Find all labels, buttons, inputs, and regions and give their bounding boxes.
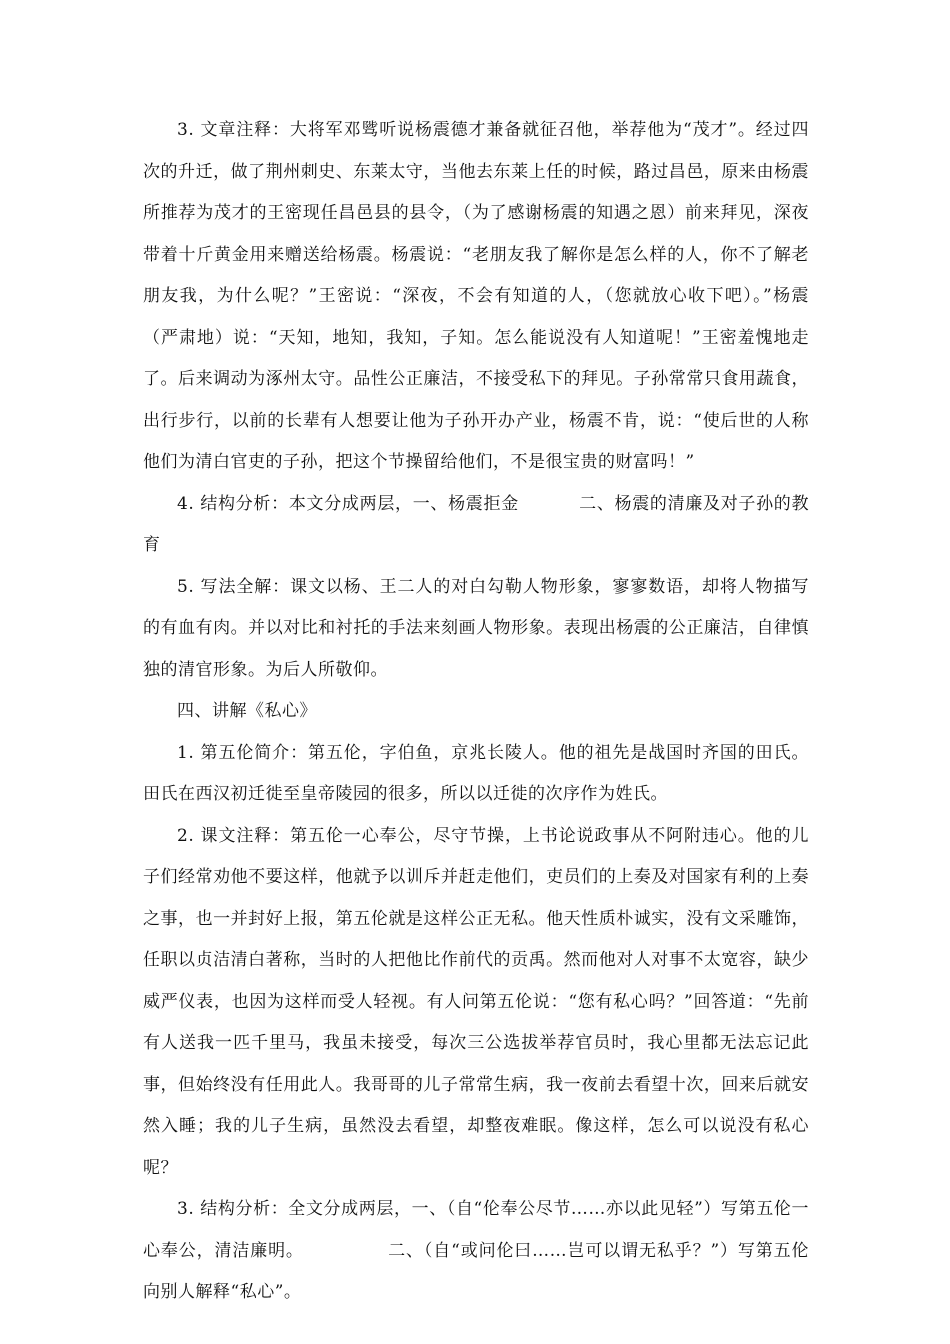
writing-analysis-text: 5. 写法全解：课文以杨、王二人的对白勾勒人物形象，寥寥数语，却将人物描写的有血有肉。并以对比和衬托的手法来刻画人物形象。表现出杨震的公正廉洁，自律慎独的清官形象。为后人所敬仰。	[143, 576, 809, 680]
structure-analysis-part-1: 4. 结构分析：本文分成两层，一、杨震拒金	[177, 493, 519, 514]
paragraph-structure-analysis-2	[143, 1189, 809, 1314]
document-page	[143, 110, 809, 1314]
section-heading-four	[143, 691, 809, 733]
text-notes-text: 2. 课文注释：第五伦一心奉公，尽守节操，上书论说政事从不阿附违心。他的儿子们经常劝他不要这样，他就予以训斥并赶走他们，吏员们的上奏及对国家有利的上奏之事，也一并封好上报，第五伦就是这样公正无私。他天性质朴诚实，没有文采雕饰，任职以贞洁清白著称，当时的人把他比作前代的贡禹。然而他对人对事不太宽容，缺少威严仪表，也因为这样而受人轻视。有人问第五伦说：“您有私心吗？”回答道：“先前有人送我一匹千里马，我虽未接受，每次三公选拔举荐官员时，我心里都无法忘记此事，但始终没有任用此人。我哥哥的儿子常常生病，我一夜前去看望十次，回来后就安然入睡；我的儿子生病，虽然没去看望，却整夜难眠。像这样，怎么可以说没有私心呢？	[143, 825, 809, 1178]
paragraph-structure-analysis-1	[143, 484, 809, 567]
paragraph-diwulun-intro	[143, 733, 809, 816]
structure-analysis-part-2: 二、杨震的清廉及对子孙的教育	[143, 493, 810, 555]
article-notes-text: 3. 文章注释：大将军邓骘听说杨震德才兼备就征召他，举荐他为“茂才”。经过四次的升迁，做了荆州刺史、东莱太守，当他去东莱上任的时候，路过昌邑，原来由杨震所推荐为茂才的王密现任昌邑县的县令，（为了感谢杨震的知遇之恩）前来拜见，深夜带着十斤黄金用来赠送给杨震。杨震说：“老朋友我了解你是怎么样的人，你不了解老朋友我，为什么呢？”王密说：“深夜，不会有知道的人，（您就放心收下吧）。”杨震（严肃地）说：“天知，地知，我知，子知。怎么能说没有人知道呢！”王密羞愧地走了。后来调动为涿州太守。品性公正廉洁，不接受私下的拜见。子孙常常只食用蔬食，出行步行，以前的长辈有人想要让他为子孙开办产业，杨震不肯，说：“使后世的人称他们为清白官吏的子孙，把这个节操留给他们，不是很宝贵的财富吗！”	[143, 120, 809, 472]
paragraph-article-notes	[143, 110, 809, 484]
paragraph-writing-analysis	[143, 567, 809, 692]
diwulun-intro-text: 1. 第五伦简介：第五伦，字伯鱼，京兆长陵人。他的祖先是战国时齐国的田氏。田氏在西汉初迁徙至皇帝陵园的很多，所以以迁徙的次序作为姓氏。	[143, 742, 809, 804]
structure-analysis-2-part-2: 二、（自“或问伦曰……岂可以谓无私乎？”）写第五伦向别人解释“私心”。	[143, 1240, 810, 1302]
paragraph-text-notes	[143, 816, 809, 1190]
section-heading-text: 四、讲解《私心》	[177, 701, 317, 721]
structure-analysis-2-part-1: 3. 结构分析：全文分成两层，一、（自“伦奉公尽节……亦以此见轻”）写第五伦一心奉公，清洁廉明。	[143, 1199, 809, 1261]
